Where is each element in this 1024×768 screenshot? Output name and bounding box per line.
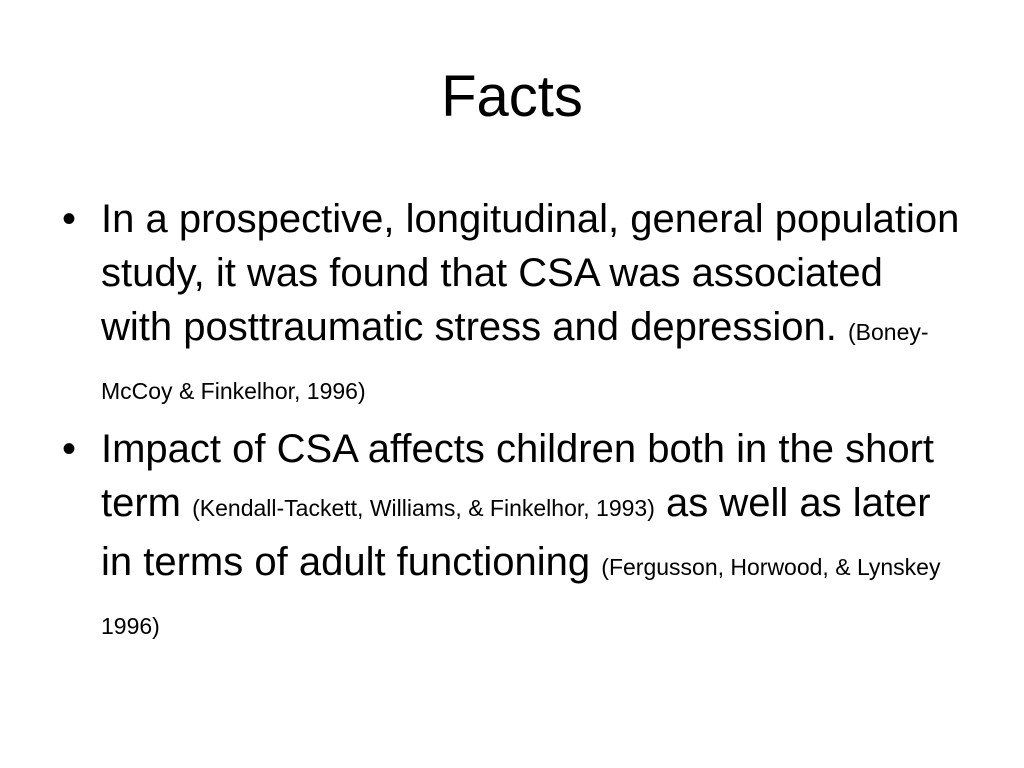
bullet-mark: • [62,197,77,241]
slide-title: Facts [441,64,583,129]
bullet-item [0,422,1024,653]
bullet-item [0,192,1024,418]
bullet-text: In a prospective, longitudinal, general population study, it was found that CSA was associated with posttraumatic stress and depression. [101,197,960,349]
citation: (Boney-McCoy & Finkelhor, 1996) [101,319,929,404]
bullet-text: as well as later in terms of adult functioning [101,481,931,584]
bullet-mark: • [62,427,77,471]
bullet-list [0,192,1024,657]
citation: (Fergusson, Horwood, & Lynskey 1996) [101,554,941,639]
citation: (Kendall-Tackett, Williams, & Finkelhor, 1993) [192,495,655,521]
bullet-text: Impact of CSA affects children both in the short term [101,427,935,525]
